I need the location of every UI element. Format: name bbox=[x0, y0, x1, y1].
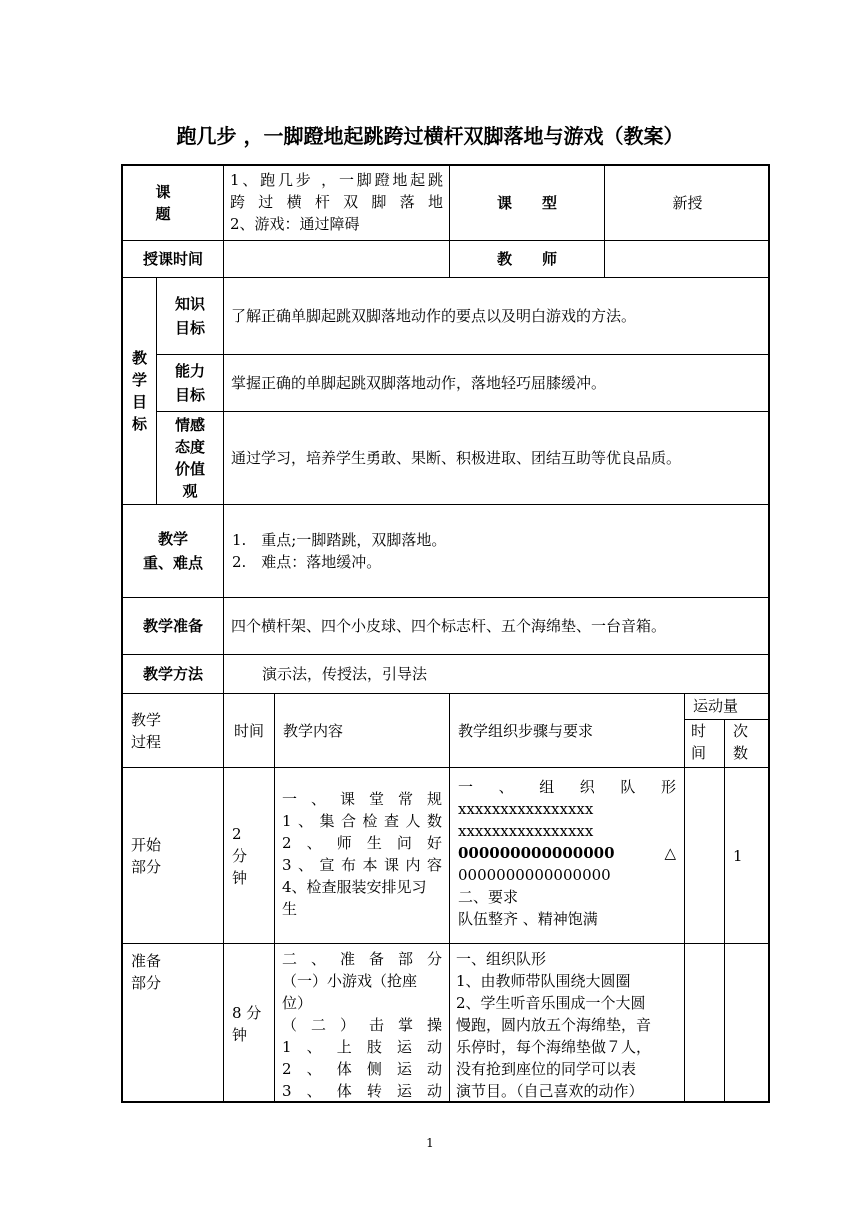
teacher-value bbox=[604, 240, 770, 277]
content-line: （一）小游戏（抢座 bbox=[282, 972, 418, 990]
content-line: 3、宣布本课内容 bbox=[282, 856, 442, 874]
key-point-1: 1. 重点;一脚踏跳，双脚落地。 bbox=[232, 531, 447, 549]
knowledge-label: 知识 目标 bbox=[156, 277, 223, 354]
ability-text: 掌握正确的单脚起跳双脚落地动作，落地轻巧屈膝缓冲。 bbox=[223, 354, 770, 411]
type-label: 课 型 bbox=[449, 166, 604, 240]
content-line: 2、体侧运动 bbox=[282, 1060, 442, 1078]
topic-line-2: 跨过横杆双脚落地 bbox=[230, 193, 443, 211]
organization-header: 教学组织步骤与要求 bbox=[449, 693, 684, 767]
time-header: 时间 bbox=[223, 693, 274, 767]
formation-line: 0000000000000000 bbox=[458, 866, 611, 884]
topic-line-3: 2、游戏：通过障碍 bbox=[230, 215, 360, 233]
ability-label: 能力 目标 bbox=[156, 354, 223, 411]
org-line: 一、组织队形 bbox=[458, 778, 676, 796]
preparation-label: 教学准备 bbox=[123, 597, 223, 654]
start-section-content bbox=[274, 767, 449, 943]
content-line: 位） bbox=[282, 994, 313, 1012]
start-section-time: 2 分 钟 bbox=[223, 767, 274, 943]
process-header-label: 教学 过程 bbox=[123, 693, 223, 767]
teacher-position-symbol: △ bbox=[664, 844, 676, 862]
key-points-label: 教学 重、难点 bbox=[123, 504, 223, 597]
org-line: 乐停时，每个海绵垫做７人， bbox=[456, 1038, 652, 1056]
type-value: 新授 bbox=[604, 166, 770, 240]
class-time-label: 授课时间 bbox=[123, 240, 223, 277]
page-number: 1 bbox=[426, 1136, 434, 1150]
topic-label: 课 题 bbox=[155, 183, 261, 223]
preparation-text: 四个横杆架、四个小皮球、四个标志杆、五个海绵垫、一台音箱。 bbox=[223, 597, 770, 654]
content-line: 一、课堂常规 bbox=[282, 790, 442, 808]
org-line: 演节目。（自己喜欢的动作） bbox=[456, 1082, 644, 1100]
org-line: 二、要求 bbox=[458, 888, 519, 906]
content-line: 二、准备部分 bbox=[282, 950, 442, 968]
content-line: 1、集合检查人数 bbox=[282, 812, 442, 830]
objectives-group-label: 教 学 目 标 bbox=[123, 277, 156, 504]
org-line: 没有抢到座位的同学可以表 bbox=[456, 1060, 637, 1078]
org-line: 2、学生听音乐围成一个大圆 bbox=[456, 994, 646, 1012]
formation-line: 000000000000000 bbox=[458, 844, 615, 862]
topic-line-1: 1、跑几步 ，一脚蹬地起跳 bbox=[230, 171, 443, 189]
content-line: 1、上肢运动 bbox=[282, 1038, 442, 1056]
method-label: 教学方法 bbox=[123, 654, 223, 693]
lesson-plan-table bbox=[121, 164, 770, 1103]
content-line: 4、检查服装安排见习 bbox=[282, 878, 427, 896]
emotion-text: 通过学习，培养学生勇敢、果断、积极进取、团结互助等优良品质。 bbox=[223, 411, 770, 504]
org-line: 队伍整齐 、精神饱满 bbox=[458, 910, 598, 928]
document-title: 跑几步 ，一脚蹬地起跳跨过横杆双脚落地与游戏（教案） bbox=[176, 124, 684, 148]
load-count-header: 次 数 bbox=[724, 719, 770, 767]
load-time-header: 时 间 bbox=[684, 719, 724, 767]
content-header: 教学内容 bbox=[274, 693, 449, 767]
prep-load-time bbox=[684, 943, 724, 1103]
org-line: 一、组织队形 bbox=[456, 950, 547, 968]
content-line: 2、师生问好 bbox=[282, 834, 442, 852]
prep-load-count bbox=[724, 943, 770, 1103]
prep-section-content bbox=[274, 943, 449, 1103]
org-line: 慢跑，圆内放五个海绵垫，音 bbox=[456, 1016, 652, 1034]
start-section-organization bbox=[449, 767, 684, 943]
teacher-label: 教 师 bbox=[449, 240, 604, 277]
class-time-value bbox=[223, 240, 449, 277]
key-point-2: 2. 难点：落地缓冲。 bbox=[232, 553, 382, 571]
content-line: 3、体转运动 bbox=[282, 1082, 442, 1100]
org-line: 1、由教师带队围绕大圆圈 bbox=[456, 972, 631, 990]
formation-line: xxxxxxxxxxxxxxxx bbox=[458, 822, 594, 840]
prep-section-organization bbox=[449, 943, 684, 1103]
topic-value bbox=[223, 166, 449, 240]
emotion-label: 情感 态度 价值 观 bbox=[156, 411, 223, 504]
key-points-text bbox=[223, 504, 770, 597]
knowledge-text: 了解正确单脚起跳双脚落地动作的要点以及明白游戏的方法。 bbox=[223, 277, 770, 354]
start-load-count: 1 bbox=[724, 767, 770, 943]
start-section-label: 开始 部分 bbox=[123, 767, 223, 943]
prep-section-label: 准备 部分 bbox=[123, 943, 223, 1103]
formation-line: xxxxxxxxxxxxxxxx bbox=[458, 800, 594, 818]
start-load-time bbox=[684, 767, 724, 943]
prep-section-time: 8 分 钟 bbox=[223, 943, 274, 1103]
method-text: 演示法，传授法，引导法 bbox=[223, 654, 770, 693]
content-line: 生 bbox=[282, 900, 298, 918]
content-line: （二）击掌操 bbox=[282, 1016, 442, 1034]
load-header: 运动量 bbox=[684, 693, 770, 719]
